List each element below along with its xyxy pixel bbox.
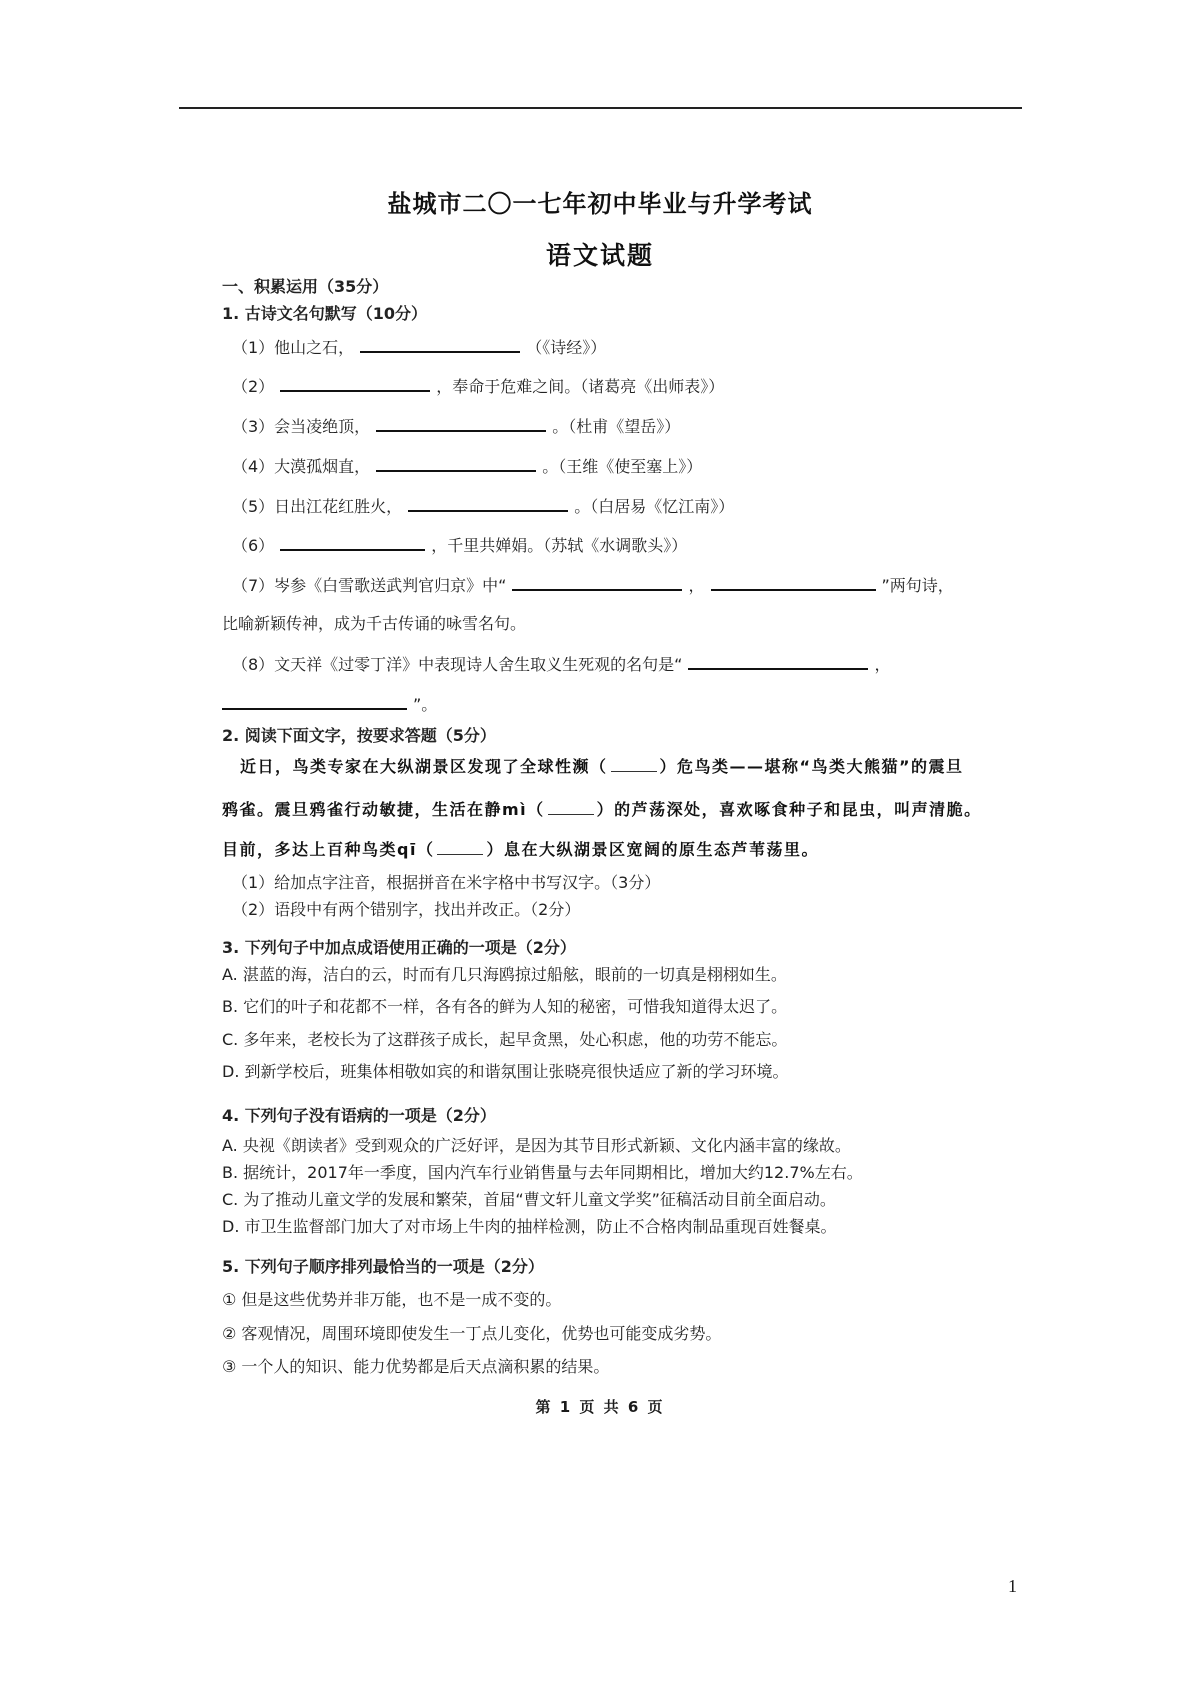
q2-sub-1: （1）给加点字注音，根据拼音在米字格中书写汉字。（3分） [232, 873, 661, 892]
question-5-title: 5. 下列句子顺序排列最恰当的一项是（2分） [222, 1257, 544, 1276]
answer-blank[interactable] [360, 337, 520, 353]
q3-option-d: D. 到新学校后，班集体相敬如宾的和谐氛围让张晓亮很快适应了新的学习环境。 [222, 1062, 789, 1081]
q3-option-c: C. 多年来，老校长为了这群孩子成长，起早贪黑，处心积虑，他的功劳不能忘。 [222, 1030, 788, 1049]
q2-passage-line-1: 近日，鸟类专家在大纵湖景区发现了全球性濒（ ）危鸟类——堪称“鸟类大熊猫”的震旦 [240, 757, 964, 776]
q1-item-6: （6） ，千里共婵娟。（苏轼《水调歌头》） [232, 536, 688, 555]
q1-item-2: （2） ，奉命于危难之间。（诸葛亮《出师表》） [232, 377, 725, 396]
exam-title: 盐城市二〇一七年初中毕业与升学考试 [387, 190, 813, 218]
q1-item-7: （7）岑参《白雪歌送武判官归京》中“ ， ”两句诗， [232, 576, 954, 595]
exam-subtitle: 语文试题 [545, 241, 654, 270]
page-number: 1 [1008, 1576, 1017, 1596]
question-1-title: 1. 古诗文名句默写（10分） [222, 304, 428, 323]
q1-item-7-continued: 比喻新颖传神，成为千古传诵的咏雪名句。 [222, 614, 527, 633]
answer-blank[interactable] [437, 840, 483, 855]
question-4-title: 4. 下列句子没有语病的一项是（2分） [222, 1106, 496, 1125]
answer-blank[interactable] [611, 757, 657, 772]
answer-blank[interactable] [222, 694, 407, 710]
q3-option-a: A. 湛蓝的海，洁白的云，时而有几只海鸥掠过船舷，眼前的一切真是栩栩如生。 [222, 965, 787, 984]
answer-blank[interactable] [688, 654, 868, 670]
q2-sub-2: （2）语段中有两个错别字，找出并改正。（2分） [232, 900, 581, 919]
q1-item-1: （1）他山之石， （《诗经》） [232, 338, 607, 357]
q1-item-3: （3）会当凌绝顶， 。（杜甫《望岳》） [232, 417, 681, 436]
answer-blank[interactable] [408, 496, 568, 512]
q5-item-3: ③ 一个人的知识、能力优势都是后天点滴积累的结果。 [222, 1357, 610, 1376]
q4-option-a: A. 央视《朗读者》受到观众的广泛好评，是因为其节目形式新颖、文化内涵丰富的缘故。 [222, 1136, 851, 1155]
header-rule [179, 107, 1022, 109]
question-2-title: 2. 阅读下面文字，按要求答题（5分） [222, 726, 496, 745]
page-footer: 第 1 页 共 6 页 [535, 1398, 665, 1416]
q1-item-8-continued: ”。 [222, 694, 437, 715]
q1-item-5: （5）日出江花红胜火， 。（白居易《忆江南》） [232, 497, 735, 516]
answer-blank[interactable] [711, 575, 876, 591]
answer-blank[interactable] [280, 535, 425, 551]
q4-option-d: D. 市卫生监督部门加大了对市场上牛肉的抽样检测，防止不合格肉制品重现百姓餐桌。 [222, 1217, 837, 1236]
q1-item-8: （8）文天祥《过零丁洋》中表现诗人舍生取义生死观的名句是“ ， [232, 655, 891, 674]
answer-blank[interactable] [280, 376, 430, 392]
answer-blank[interactable] [376, 456, 536, 472]
q2-passage-line-3: 目前，多达上百种鸟类qī（ ）息在大纵湖景区宽阔的原生态芦苇荡里。 [222, 840, 819, 859]
answer-blank[interactable] [512, 575, 682, 591]
answer-blank[interactable] [376, 416, 546, 432]
q4-option-b: B. 据统计，2017年一季度，国内汽车行业销售量与去年同期相比，增加大约12.7%左右。 [222, 1163, 863, 1182]
q5-item-1: ① 但是这些优势并非万能，也不是一成不变的。 [222, 1290, 562, 1309]
q4-option-c: C. 为了推动儿童文学的发展和繁荣，首届“曹文轩儿童文学奖”征稿活动目前全面启动。 [222, 1190, 836, 1209]
q1-item-4: （4）大漠孤烟直， 。（王维《使至塞上》） [232, 457, 703, 476]
q5-item-2: ② 客观情况，周围环境即使发生一丁点儿变化，优势也可能变成劣势。 [222, 1324, 722, 1343]
section-heading: 一、积累运用（35分） [222, 277, 389, 296]
q3-option-b: B. 它们的叶子和花都不一样，各有各的鲜为人知的秘密，可惜我知道得太迟了。 [222, 997, 788, 1016]
answer-blank[interactable] [548, 800, 594, 815]
question-3-title: 3. 下列句子中加点成语使用正确的一项是（2分） [222, 938, 576, 957]
q2-passage-line-2: 鸦雀。震旦鸦雀行动敏捷，生活在静mì（ ）的芦荡深处，喜欢啄食种子和昆虫，叫声清脆。 [222, 800, 982, 819]
